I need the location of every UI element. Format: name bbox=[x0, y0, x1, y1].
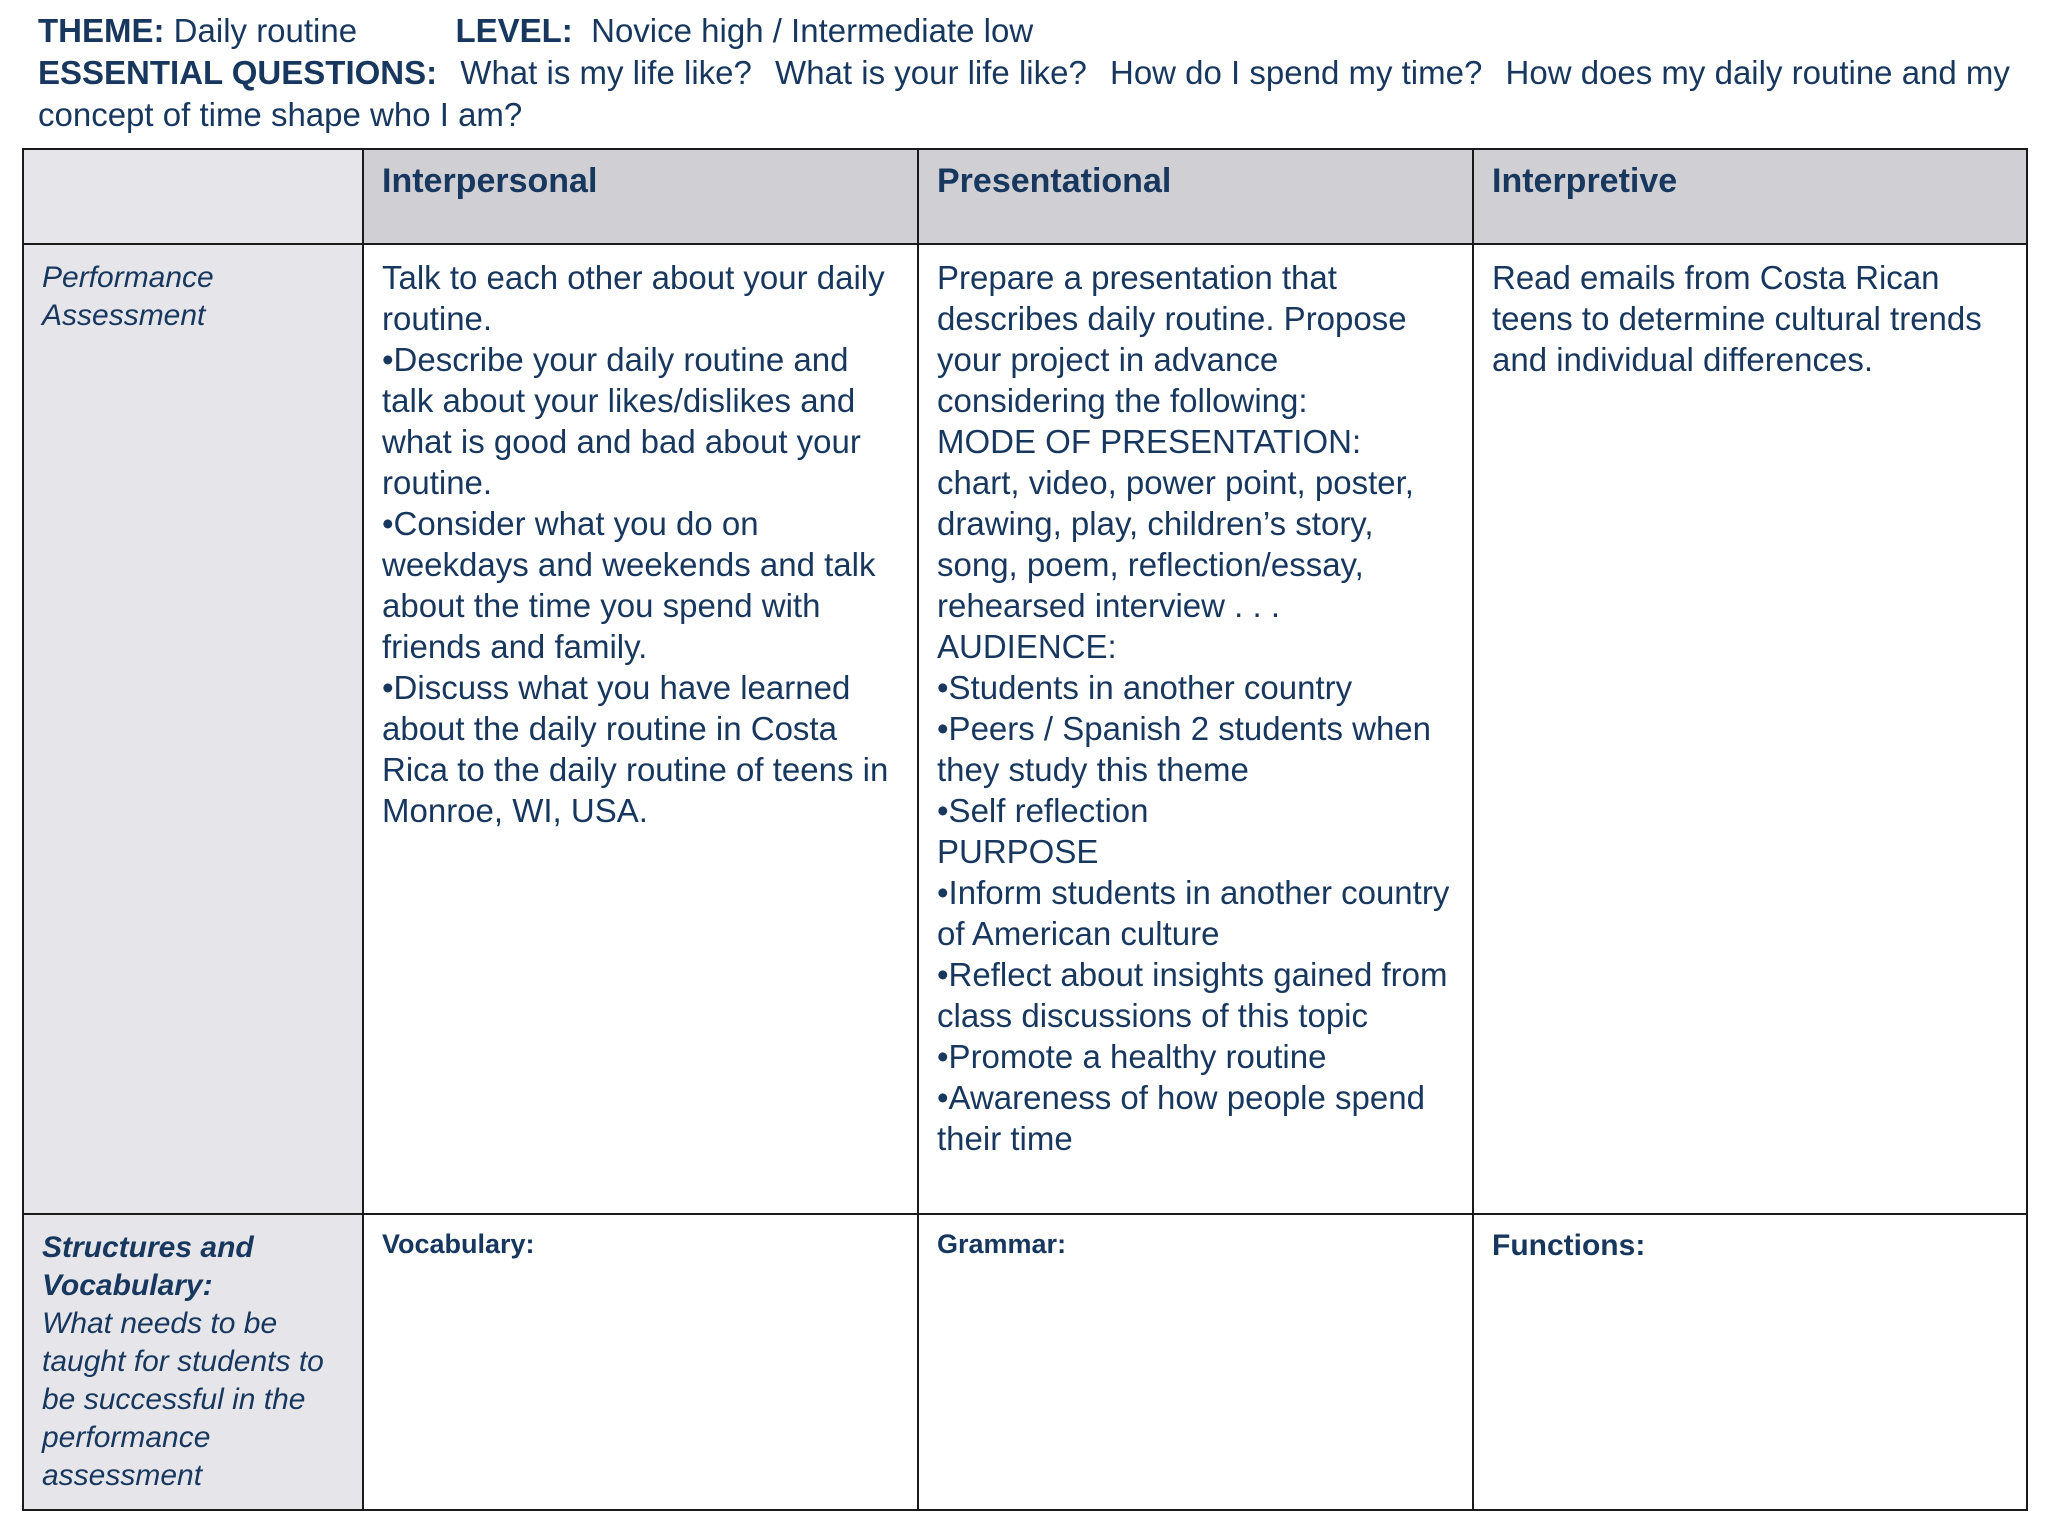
vocabulary-cell: Vocabulary: bbox=[363, 1214, 918, 1510]
theme-label: THEME: bbox=[38, 12, 165, 49]
table-header-row bbox=[23, 149, 2027, 244]
row-label-title: Structures and Vocabulary: bbox=[42, 1231, 254, 1302]
interpersonal-cell bbox=[363, 244, 918, 1214]
cell-paragraph: chart, video, power point, poster, drawing, play, children’s story, song, poem, reflection/essay, rehearsed interview . . . bbox=[937, 464, 1414, 624]
section-heading: AUDIENCE: bbox=[937, 628, 1117, 665]
essential-question: What is my life like? bbox=[460, 54, 752, 91]
presentational-cell bbox=[918, 244, 1473, 1214]
section-heading: PURPOSE bbox=[937, 833, 1099, 870]
interpretive-cell bbox=[1473, 244, 2027, 1214]
performance-assessment-row bbox=[23, 244, 2027, 1214]
bullet-item: •Reflect about insights gained from class discussions of this topic bbox=[937, 956, 1448, 1034]
row-label-structures-vocabulary bbox=[23, 1214, 363, 1510]
column-header-presentational: Presentational bbox=[918, 149, 1473, 244]
bullet-item: •Students in another country bbox=[937, 669, 1353, 706]
row-label-performance-assessment bbox=[23, 244, 363, 1214]
column-header-interpretive: Interpretive bbox=[1473, 149, 2027, 244]
level-label: LEVEL: bbox=[455, 12, 573, 49]
level-value: Novice high / Intermediate low bbox=[591, 12, 1034, 49]
row-label-line: Performance bbox=[42, 261, 214, 294]
theme-level-line bbox=[38, 10, 2028, 52]
bullet-item: •Promote a healthy routine bbox=[937, 1038, 1327, 1075]
essential-question: How do I spend my time? bbox=[1110, 54, 1483, 91]
planning-table bbox=[22, 148, 2028, 1511]
essential-questions bbox=[38, 52, 2028, 136]
section-heading: MODE OF PRESENTATION: bbox=[937, 423, 1362, 460]
essential-questions-label: ESSENTIAL QUESTIONS: bbox=[38, 54, 438, 91]
bullet-item: •Peers / Spanish 2 students when they study this theme bbox=[937, 710, 1432, 788]
bullet-item: •Awareness of how people spend their time bbox=[937, 1079, 1425, 1157]
row-label-description: What needs to be taught for students to be successful in the performance assessment bbox=[42, 1307, 324, 1492]
bullet-item: •Consider what you do on weekdays and weekends and talk about the time you spend with friends and family. bbox=[382, 505, 876, 665]
cell-paragraph: Talk to each other about your daily routine. bbox=[382, 259, 885, 337]
row-label-line: Assessment bbox=[42, 299, 206, 332]
column-header-interpersonal: Interpersonal bbox=[363, 149, 918, 244]
essential-question: How does my daily routine and my concept of time shape who I am? bbox=[38, 54, 2010, 133]
corner-cell bbox=[23, 149, 363, 244]
structures-vocabulary-row bbox=[23, 1214, 2027, 1510]
theme-value: Daily routine bbox=[173, 12, 358, 49]
bullet-item: •Describe your daily routine and talk about your likes/dislikes and what is good and bad about your routine. bbox=[382, 341, 861, 501]
grammar-cell: Grammar: bbox=[918, 1214, 1473, 1510]
document-header bbox=[38, 10, 2028, 136]
cell-paragraph: Prepare a presentation that describes daily routine. Propose your project in advance considering the following: bbox=[937, 259, 1407, 419]
cell-paragraph: Read emails from Costa Rican teens to determine cultural trends and individual differences. bbox=[1492, 259, 1982, 378]
bullet-item: •Self reflection bbox=[937, 792, 1149, 829]
bullet-item: •Inform students in another country of American culture bbox=[937, 874, 1450, 952]
functions-cell: Functions: bbox=[1473, 1214, 2027, 1510]
bullet-item: •Discuss what you have learned about the daily routine in Costa Rica to the daily routine of teens in Monroe, WI, USA. bbox=[382, 669, 889, 829]
essential-question: What is your life like? bbox=[775, 54, 1087, 91]
